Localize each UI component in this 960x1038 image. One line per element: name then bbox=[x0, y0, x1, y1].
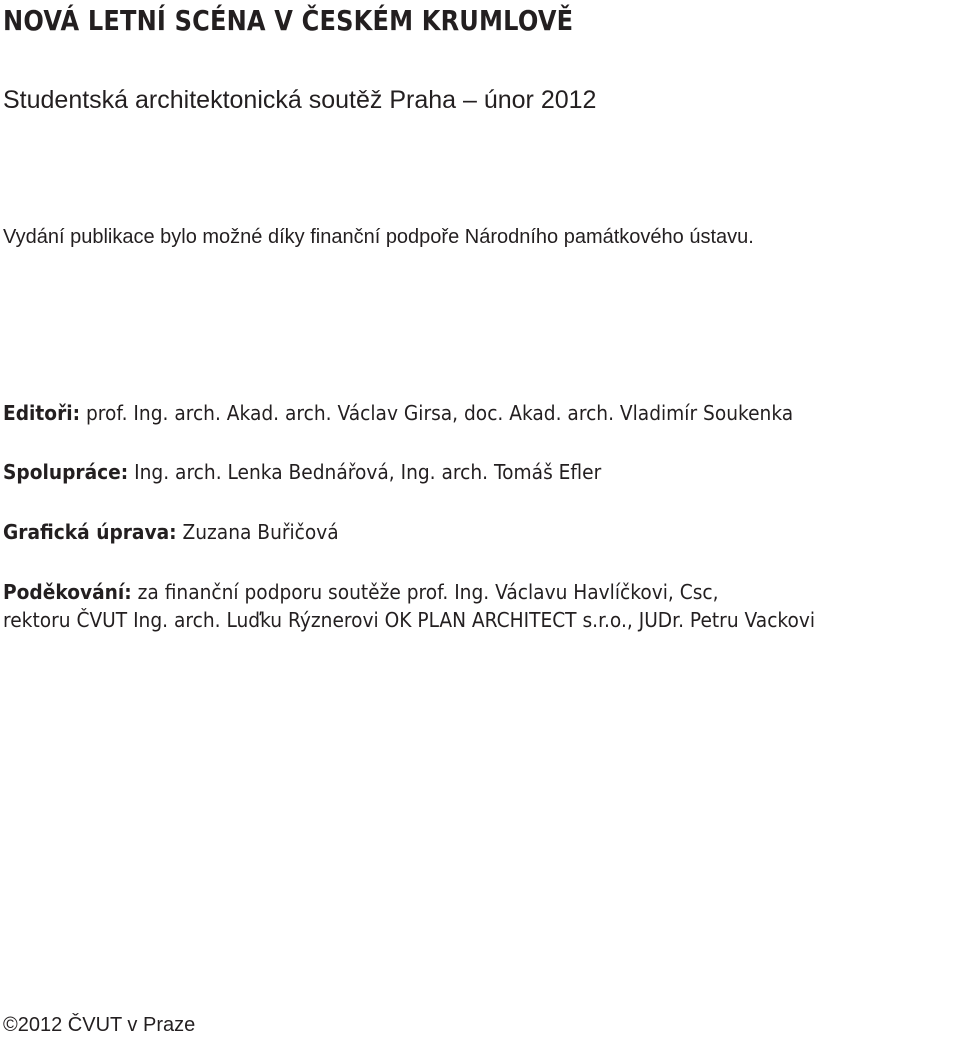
credit-cooperation-label: Spolupráce: bbox=[3, 460, 129, 484]
credit-design-value: Zuzana Buřičová bbox=[176, 520, 339, 544]
credit-editors-label: Editoři: bbox=[3, 401, 81, 425]
credit-thanks-label: Poděkování: bbox=[3, 580, 132, 604]
credit-cooperation bbox=[3, 460, 601, 484]
credit-thanks-line-1 bbox=[3, 578, 815, 606]
funding-note: Vydání publikace bylo možné díky finanční podpoře Národního památkového ústavu. bbox=[3, 226, 754, 248]
credit-editors bbox=[3, 401, 793, 425]
credit-thanks bbox=[3, 578, 815, 634]
credit-editors-value: prof. Ing. arch. Akad. arch. Václav Girsa, doc. Akad. arch. Vladimír Soukenka bbox=[80, 401, 794, 425]
publication-subtitle: Studentská architektonická soutěž Praha – únor 2012 bbox=[3, 86, 597, 114]
credit-design-label: Grafická úprava: bbox=[3, 520, 177, 544]
credit-thanks-text-2: rektoru ČVUT Ing. arch. Luďku Rýznerovi OK PLAN ARCHITECT s.r.o., JUDr. Petru Vackovi bbox=[3, 608, 816, 632]
copyright-notice: ©2012 ČVUT v Praze bbox=[3, 1014, 196, 1036]
credit-design bbox=[3, 520, 339, 544]
credit-cooperation-value: Ing. arch. Lenka Bednářová, Ing. arch. Tomáš Efler bbox=[128, 460, 602, 484]
publication-title: NOVÁ LETNÍ SCÉNA V ČESKÉM KRUMLOVĚ bbox=[3, 4, 574, 37]
credit-thanks-text-1: za finanční podporu soutěže prof. Ing. Václavu Havlíčkovi, Csc, bbox=[131, 580, 719, 604]
